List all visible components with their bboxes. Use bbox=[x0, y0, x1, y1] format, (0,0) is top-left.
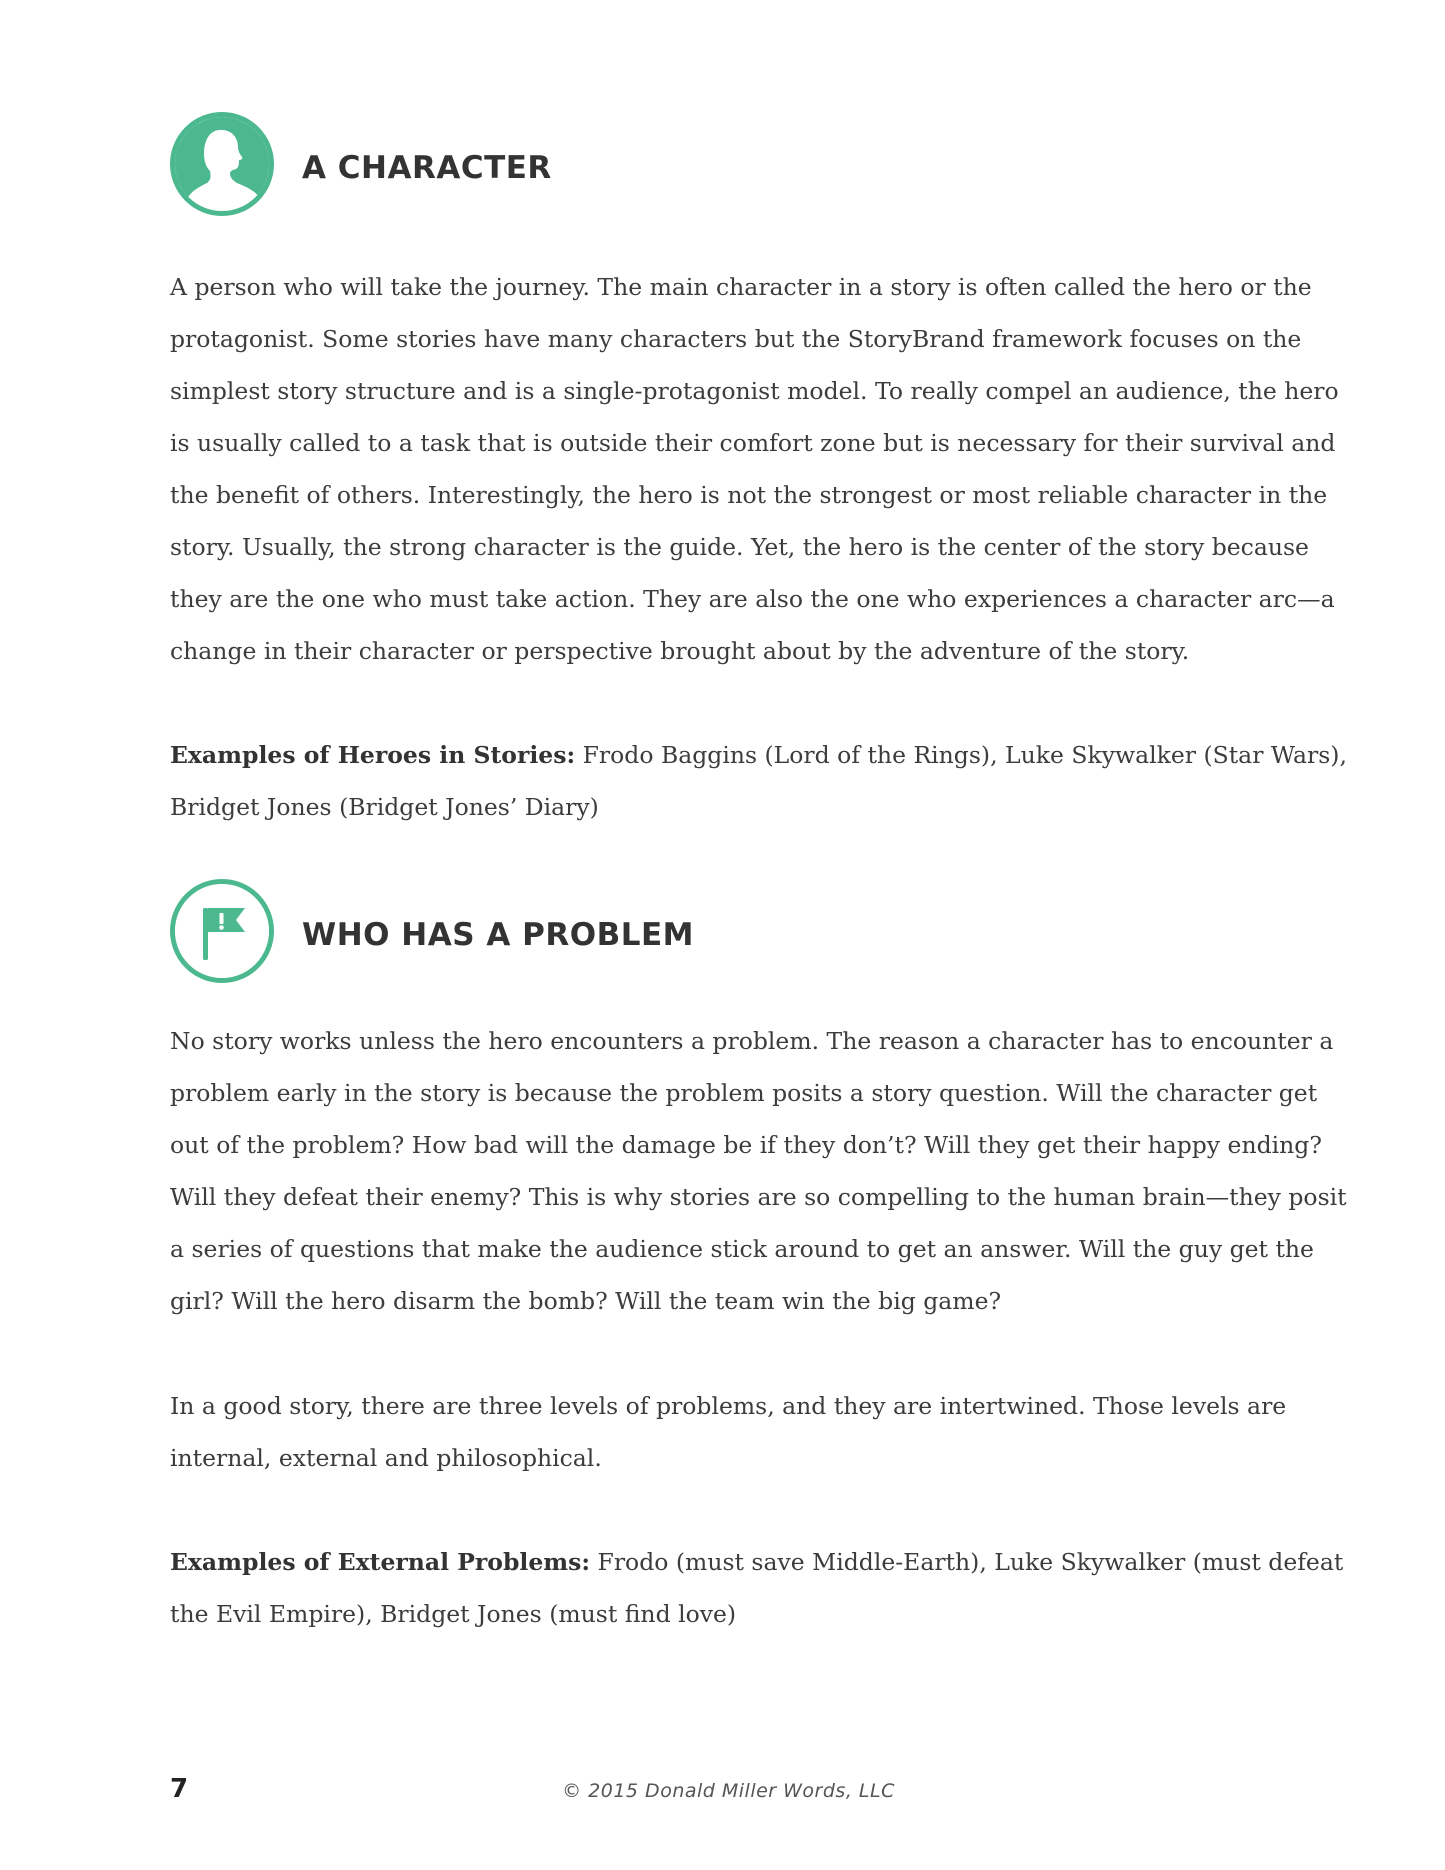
external-problems-label: Examples of External Problems: bbox=[170, 1548, 591, 1576]
page-number: 7 bbox=[170, 1774, 189, 1804]
heroes-examples-label: Examples of Heroes in Stories: bbox=[170, 741, 576, 769]
problem-levels: In a good story, there are three levels of problems, and they are intertwined. Those levels are internal, external and philosophical. bbox=[170, 1392, 1287, 1472]
section-header-problem bbox=[170, 873, 694, 989]
copyright-notice: © 2015 Donald Miller Words, LLC bbox=[562, 1780, 895, 1802]
person-silhouette-graphic bbox=[175, 117, 269, 211]
exclamation-flag-graphic bbox=[175, 884, 269, 978]
section-title-character: A CHARACTER bbox=[302, 150, 552, 186]
section-header-character bbox=[170, 106, 552, 222]
section-title-problem: WHO HAS A PROBLEM bbox=[302, 917, 694, 953]
exclamation-flag-icon bbox=[170, 879, 274, 983]
heroes-examples bbox=[170, 729, 1360, 833]
heroes-examples-text: Frodo Baggins (Lord of the Rings), Luke Skywalker (Star Wars), Bridget Jones (Bridget Jones’ Diary) bbox=[170, 741, 1347, 821]
character-description: A person who will take the journey. The main character in a story is often called the hero or the protagonist. Some stories have many characters but the StoryBrand framework focuses on the simplest story structure and is a single-protagonist model. To really compel an audience, the hero is usually called to a task that is outside their comfort zone but is necessary for their survival and the benefit of others. Interestingly, the hero is not the strongest or most reliable character in the story. Usually, the strong character is the guide. Yet, the hero is the center of the story because they are the one who must take action. They are also the one who experiences a character arc—a change in their character or perspective brought about by the adventure of the story. bbox=[170, 273, 1339, 665]
external-problems-examples bbox=[170, 1536, 1360, 1640]
problem-description: No story works unless the hero encounters a problem. The reason a character has to encounter a problem early in the story is because the problem posits a story question. Will the character get out of the problem? How bad will the damage be if they don’t? Will they get their happy ending? Will they defeat their enemy? This is why stories are so compelling to the human brain—they posit a series of questions that make the audience stick around to get an answer. Will the guy get the girl? Will the hero disarm the bomb? Will the team win the big game? bbox=[170, 1027, 1347, 1315]
external-problems-text: Frodo (must save Middle-Earth), Luke Skywalker (must defeat the Evil Empire), Bridget Jones (must find love) bbox=[170, 1548, 1344, 1628]
person-silhouette-icon bbox=[170, 112, 274, 216]
